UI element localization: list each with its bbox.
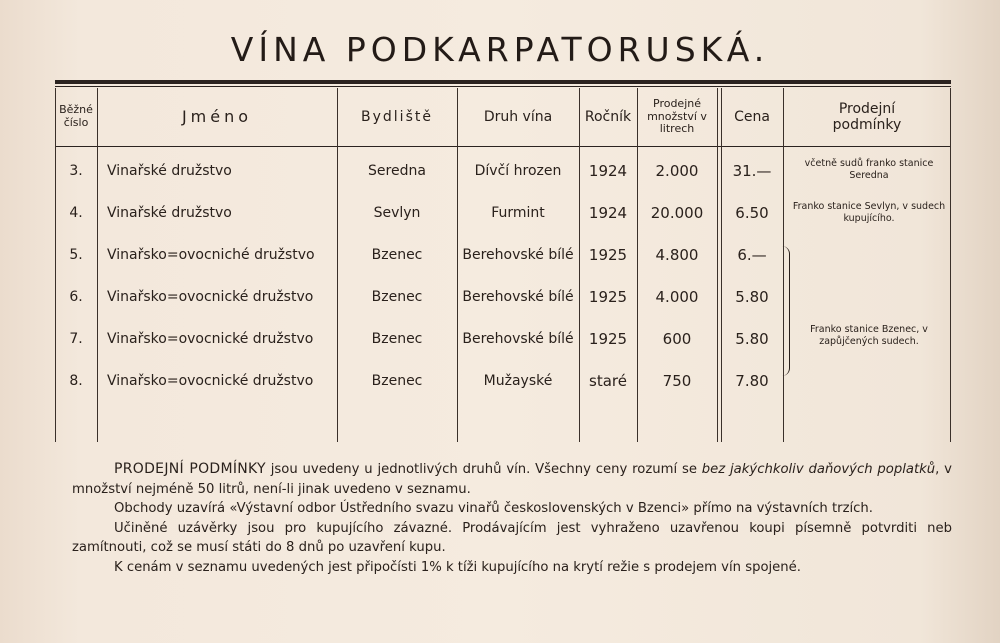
condition-seredna: včetně sudů franko stanice Seredna — [804, 158, 934, 182]
row-price: 6.— — [737, 246, 767, 264]
condition-sevlyn: Franko stanice Sevlyn, v sudech kupujícího. — [792, 201, 946, 225]
row-number: 3. — [69, 163, 83, 179]
row-number: 8. — [69, 373, 83, 389]
row-kind: Berehovské bílé — [462, 331, 574, 347]
notes-p2: Obchody uzavírá «Výstavní odbor Ústředního svazu vinařů československých v Bzenci» přímo na výstavních trzích. — [114, 501, 873, 516]
row-town: Bzenec — [371, 373, 423, 389]
header-conditions: Prodejní podmínky — [832, 100, 902, 133]
condition-bzenec: Franko stanice Bzenec, v zapůjčených sudech. — [810, 324, 928, 348]
row-year: 1925 — [588, 246, 628, 264]
row-town: Sevlyn — [373, 205, 421, 221]
row-year: 1925 — [588, 330, 628, 348]
row-kind: Berehovské bílé — [462, 289, 574, 305]
row-price: 5.80 — [735, 288, 769, 306]
header-number: Běžné číslo — [59, 103, 93, 129]
row-number: 5. — [69, 247, 83, 263]
table-top-rule-thin — [55, 86, 951, 87]
row-name: Vinařsko=ovocnické družstvo — [107, 373, 314, 389]
row-town: Bzenec — [371, 289, 423, 305]
row-quantity: 4.800 — [655, 246, 699, 264]
row-quantity: 4.000 — [655, 288, 699, 306]
row-year: 1924 — [588, 204, 628, 222]
row-price: 7.80 — [735, 372, 769, 390]
row-quantity: 20.000 — [650, 204, 704, 222]
row-name: Vinařsko=ovocniché družstvo — [107, 247, 315, 263]
page-title: VÍNA PODKARPATORUSKÁ. — [230, 30, 770, 69]
notes-p1a: jsou uvedeny u jednotlivých druhů vín. Všechny ceny rozumí se — [265, 462, 702, 477]
row-kind: Dívčí hrozen — [474, 163, 562, 179]
notes-p1-italic: bez jakýchkoliv daňových poplatků — [701, 462, 936, 477]
row-kind: Mužayské — [483, 373, 553, 389]
header-price: Cena — [734, 108, 770, 125]
notes-heading: PRODEJNÍ PODMÍNKY — [114, 461, 266, 477]
row-price: 5.80 — [735, 330, 769, 348]
wine-table — [55, 88, 951, 442]
row-name: Vinařské družstvo — [107, 163, 232, 179]
brace-bracket — [781, 246, 790, 376]
sales-conditions-text — [72, 460, 952, 577]
row-number: 6. — [69, 289, 83, 305]
header-kind: Druh vína — [483, 108, 553, 125]
header-name: Jméno — [181, 106, 253, 126]
row-name: Vinařsko=ovocnické družstvo — [107, 331, 314, 347]
row-price: 31.— — [732, 162, 772, 180]
notes-p3: Učiněné uzávěrky jsou pro kupujícího závazné. Prodávajícím jest vyhraženo uzavřenou koupi písemně potvrditi neb zamítnouti, což se musí státi do 8 dnů po uzavření kupu. — [72, 520, 952, 555]
row-year: staré — [589, 372, 627, 390]
row-kind: Furmint — [491, 205, 545, 221]
row-quantity: 2.000 — [655, 162, 699, 180]
row-price: 6.50 — [735, 204, 769, 222]
header-quantity: Prodejné množství v litrech — [647, 97, 707, 136]
row-town: Bzenec — [371, 247, 423, 263]
row-number: 4. — [69, 205, 83, 221]
row-town: Bzenec — [371, 331, 423, 347]
row-name: Vinařsko=ovocnické družstvo — [107, 289, 314, 305]
row-quantity: 750 — [662, 372, 692, 390]
notes-p4: K cenám v seznamu uvedených jest připočísti 1% k tíži kupujícího na krytí režie s prodejem vín spojené. — [114, 559, 801, 575]
row-year: 1924 — [588, 162, 628, 180]
notes-p1b: , v množství nejméně 50 litrů, není-li jinak uvedeno v seznamu. — [72, 462, 952, 497]
row-number: 7. — [69, 331, 83, 347]
row-name: Vinařské družstvo — [107, 205, 232, 221]
header-town: Bydliště — [361, 108, 433, 125]
row-town: Seredna — [368, 163, 426, 179]
row-year: 1925 — [588, 288, 628, 306]
row-kind: Berehovské bílé — [462, 247, 574, 263]
row-quantity: 600 — [662, 330, 692, 348]
header-year: Ročník — [584, 108, 632, 125]
table-top-rule — [55, 80, 951, 84]
